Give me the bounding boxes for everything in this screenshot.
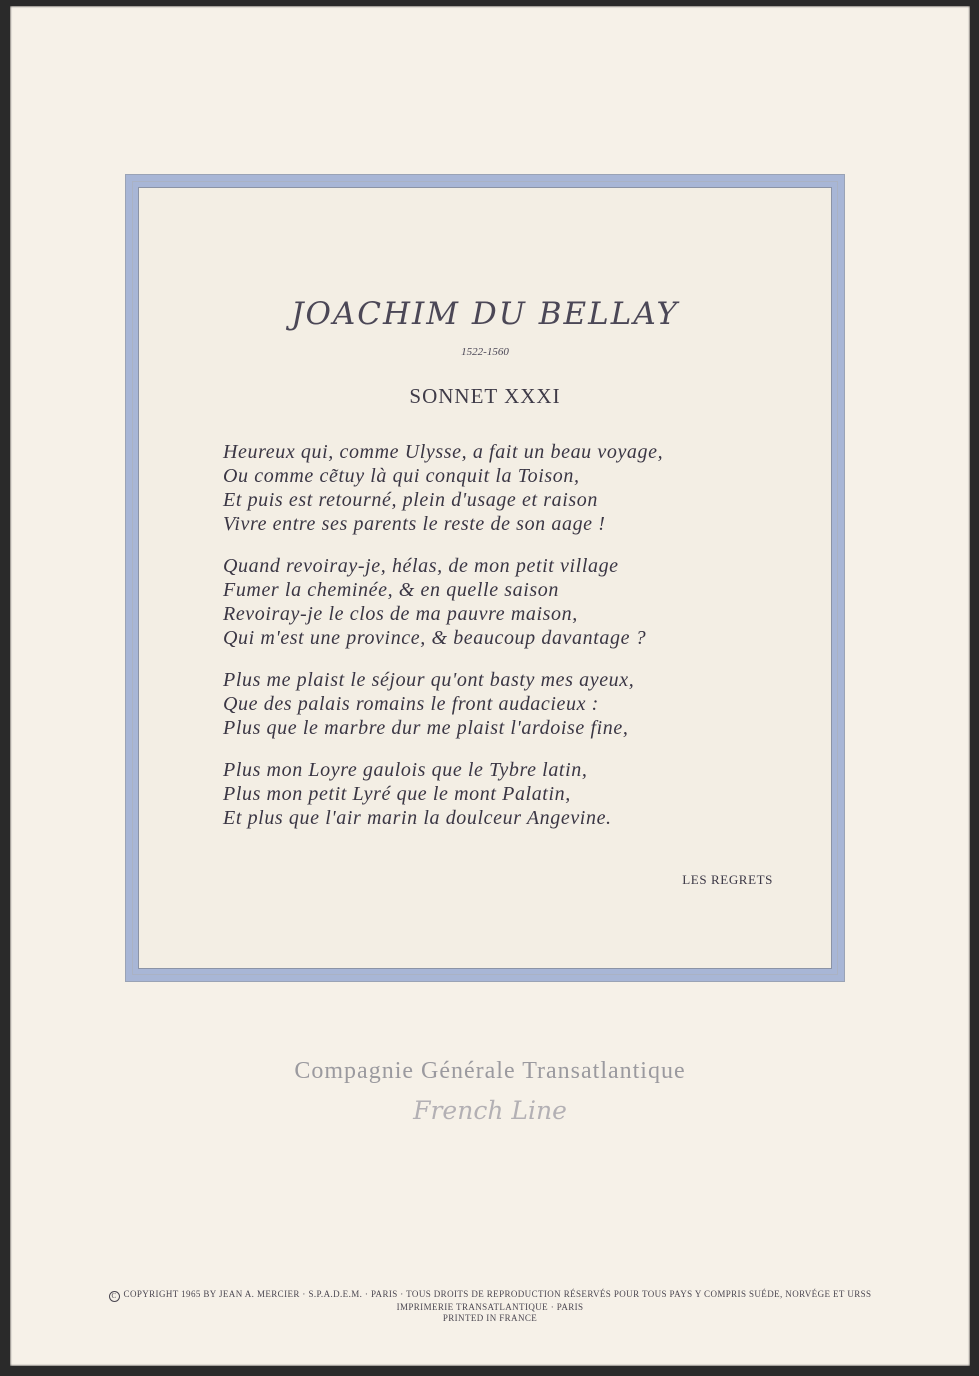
blue-border-frame [125, 174, 845, 982]
footer-line-3: PRINTED IN FRANCE [442, 1313, 538, 1323]
poet-dates: 1522-1560 [461, 346, 509, 358]
poem-line: Plus me plaist le séjour qu'ont basty mes ayeux, [223, 669, 635, 691]
poem-source: LES REGRETS [682, 872, 773, 887]
stanza [223, 554, 783, 650]
stanza [223, 758, 783, 830]
poem-line: Que des palais romains le front audacieux : [223, 693, 599, 715]
poem-line: Revoiray-je le clos de ma pauvre maison, [223, 603, 578, 625]
poem-line: Quand revoiray-je, hélas, de mon petit village [223, 555, 619, 577]
copyright-icon: C [109, 1291, 120, 1302]
poem-line: Fumer la cheminée, & en quelle saison [223, 579, 560, 601]
poem-line: Ou comme ce͂tuy là qui conquit la Toison, [223, 465, 580, 487]
poem-line: Plus mon petit Lyré que le mont Palatin, [223, 783, 571, 805]
poem-body [223, 440, 783, 848]
sonnet-title: SONNET XXXI [409, 384, 561, 408]
stanza [223, 440, 783, 536]
poet-name: JOACHIM DU BELLAY [291, 296, 679, 332]
poem-line: Et puis est retourné, plein d'usage et raison [223, 489, 598, 511]
copyright-footer [10, 1289, 970, 1324]
footer-copyright-text: COPYRIGHT 1965 BY JEAN A. MERCIER · S.P.A.D.E.M. · PARIS · TOUS DROITS DE REPRODUCTION RÉSERVÉS POUR TOUS PAYS Y COMPRIS SUÉDE, NORVÉGE ET URSS [123, 1289, 872, 1299]
poem-line: Vivre entre ses parents le reste de son aage ! [223, 513, 606, 535]
poem-line: Et plus que l'air marin la doulceur Angevine. [223, 807, 612, 829]
brand-logotype: French Line [413, 1096, 567, 1125]
poem-line: Plus mon Loyre gaulois que le Tybre latin, [223, 759, 588, 781]
menu-page [10, 6, 970, 1366]
footer-line-1 [10, 1289, 970, 1302]
footer-line-2: IMPRIMERIE TRANSATLANTIQUE · PARIS [396, 1302, 584, 1312]
poem-line: Qui m'est une province, & beaucoup davantage ? [223, 627, 647, 649]
poem-line: Plus que le marbre dur me plaist l'ardoise fine, [223, 717, 629, 739]
stanza [223, 668, 783, 740]
company-name: Compagnie Générale Transatlantique [294, 1058, 686, 1084]
poem-line: Heureux qui, comme Ulysse, a fait un beau voyage, [223, 441, 664, 463]
poem-panel [138, 187, 832, 969]
